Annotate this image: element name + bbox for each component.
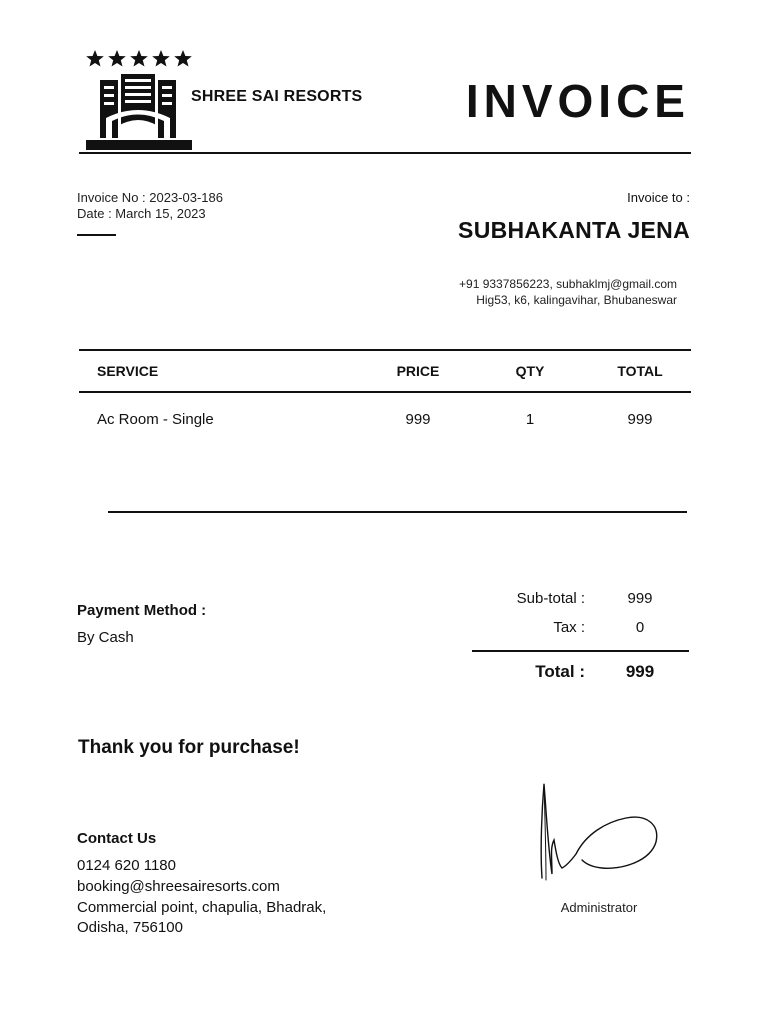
contact-address-line2: Odisha, 756100 xyxy=(77,919,183,936)
signature-icon xyxy=(530,778,670,890)
contact-email: booking@shreesairesorts.com xyxy=(77,878,280,895)
invoice-number: Invoice No : 2023-03-186 xyxy=(77,190,223,205)
table-row-total: 999 xyxy=(627,411,653,428)
signature-role: Administrator xyxy=(560,900,638,915)
table-header-service: SERVICE xyxy=(97,363,159,379)
subtotal-label: Sub-total : xyxy=(516,590,585,607)
meta-short-divider xyxy=(77,234,116,236)
totals-divider xyxy=(472,650,689,652)
invoice-title: INVOICE xyxy=(465,75,690,127)
payment-method-value: By Cash xyxy=(77,629,134,646)
thank-you-message: Thank you for purchase! xyxy=(78,737,300,758)
client-name: SUBHAKANTA JENA xyxy=(458,217,690,243)
table-row-qty: 1 xyxy=(525,411,535,428)
invoice-to-label: Invoice to : xyxy=(627,190,690,205)
table-header-qty: QTY xyxy=(515,363,545,379)
tax-value: 0 xyxy=(635,619,645,636)
contact-phone: 0124 620 1180 xyxy=(77,857,176,874)
table-row-price: 999 xyxy=(405,411,431,428)
table-row-service: Ac Room - Single xyxy=(97,411,214,428)
table-header-border xyxy=(79,391,691,393)
payment-method-label: Payment Method : xyxy=(77,602,207,619)
hotel-logo-icon xyxy=(84,48,194,152)
header-divider xyxy=(79,152,691,154)
table-header-total: TOTAL xyxy=(617,363,663,379)
total-label: Total : xyxy=(535,662,585,681)
tax-label: Tax : xyxy=(553,619,585,636)
contact-title: Contact Us xyxy=(77,830,157,847)
contact-address-line1: Commercial point, chapulia, Bhadrak, xyxy=(77,899,327,916)
table-bottom-border xyxy=(108,511,687,513)
total-value: 999 xyxy=(625,662,655,681)
table-top-border xyxy=(79,349,691,351)
company-name: SHREE SAI RESORTS xyxy=(191,88,363,105)
invoice-date: Date : March 15, 2023 xyxy=(77,206,206,221)
client-phone-email: +91 9337856223, subhaklmj@gmail.com xyxy=(459,277,677,291)
table-header-price: PRICE xyxy=(396,363,440,379)
subtotal-value: 999 xyxy=(627,590,653,607)
client-address: Hig53, k6, kalingavihar, Bhubaneswar xyxy=(476,293,677,307)
